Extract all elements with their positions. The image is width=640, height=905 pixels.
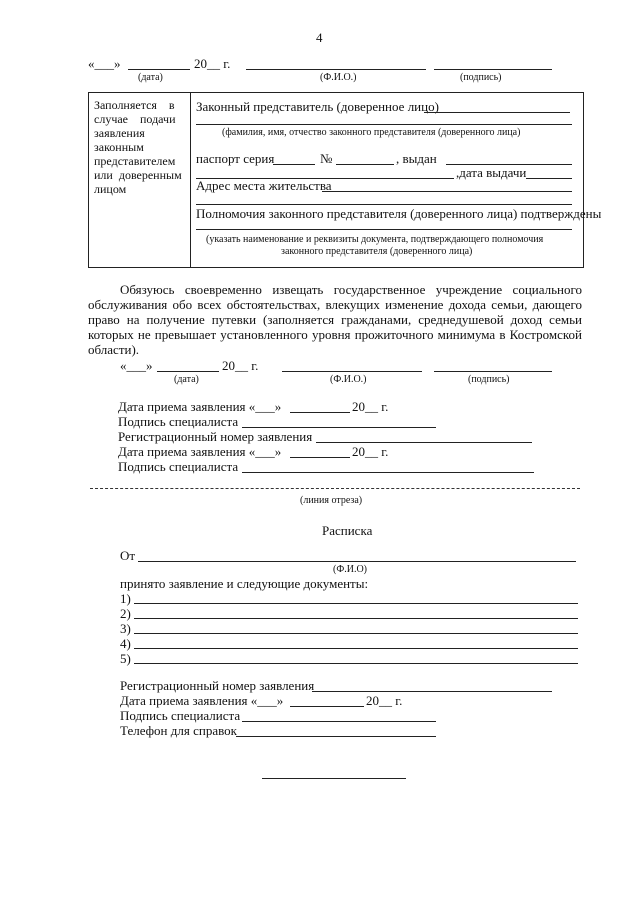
fio-caption: (Ф.И.О.)	[330, 374, 367, 385]
fio-line	[246, 69, 426, 70]
receipt-accepted-label: принято заявление и следующие документы:	[120, 576, 369, 591]
receipt-sign-label: Подпись специалиста	[120, 708, 241, 723]
receive-date-line	[290, 412, 350, 413]
passport-number-label: №	[320, 151, 333, 166]
specialist-sign-label-2: Подпись специалиста	[118, 459, 239, 474]
address-line-2	[196, 204, 572, 205]
receipt-title: Расписка	[322, 523, 373, 538]
date-day: «___»	[88, 56, 121, 71]
address-line	[322, 191, 572, 192]
issued-label: , выдан	[396, 151, 437, 166]
receive-date-label-2: Дата приема заявления «___»	[118, 444, 282, 459]
left-line-1: Заполняется в	[94, 98, 175, 112]
page-number: 4	[316, 30, 323, 45]
powers-caption-1: (указать наименование и реквизиты документа, подтверждающего полномочия	[206, 234, 544, 245]
issue-date-label: ,дата выдачи	[456, 165, 527, 180]
fio-caption: (Ф.И.О.)	[320, 72, 357, 83]
date-year: 20__ г.	[222, 358, 259, 373]
receipt-item-5: 5)	[120, 651, 131, 666]
passport-series-line	[273, 164, 315, 165]
signature-line	[434, 69, 552, 70]
date-caption: (дата)	[174, 374, 199, 385]
receipt-sign-line	[242, 721, 436, 722]
signature-caption: (подпись)	[468, 374, 510, 385]
left-line-7: лицом	[94, 182, 127, 196]
left-line-2: случае подачи	[94, 112, 176, 126]
obligation-line-5: области).	[88, 342, 140, 357]
receive-date-year: 20__ г.	[352, 399, 389, 414]
specialist-sign-line	[242, 427, 436, 428]
issue-date-line	[526, 178, 572, 179]
left-line-6: или доверенным	[94, 168, 182, 182]
obligation-line-3: право на получение путевки (заполняется гражданами, среднедушевой доход семьи	[88, 312, 582, 327]
receive-date-line-2	[290, 457, 350, 458]
receipt-item-3: 3)	[120, 621, 131, 636]
receipt-item-line-1	[134, 603, 578, 604]
receipt-item-line-2	[134, 618, 578, 619]
date-day: «___»	[120, 358, 153, 373]
receipt-date-line	[290, 706, 364, 707]
rep-caption: (фамилия, имя, отчество законного представителя (доверенного лица)	[222, 127, 521, 138]
cut-line	[90, 488, 580, 489]
receipt-item-1: 1)	[120, 591, 131, 606]
rep-name-line-2	[196, 124, 572, 125]
table-divider	[190, 92, 191, 267]
obligation-line-2: обслуживания обо всех обстоятельствах, влекущих изменение дохода семьи, дающего	[88, 297, 582, 312]
signature-line	[434, 371, 552, 372]
passport-series-label: паспорт серия	[196, 151, 275, 166]
receipt-item-4: 4)	[120, 636, 131, 651]
receipt-phone-label: Телефон для справок	[120, 723, 237, 738]
regnum-label: Регистрационный номер заявления	[118, 429, 313, 444]
passport-number-line	[336, 164, 394, 165]
signature-caption: (подпись)	[460, 72, 502, 83]
receipt-item-2: 2)	[120, 606, 131, 621]
specialist-sign-label: Подпись специалиста	[118, 414, 239, 429]
fio-line	[282, 371, 422, 372]
closing-separator	[262, 778, 406, 779]
receipt-regnum-line	[312, 691, 552, 692]
address-label: Адрес места жительства	[196, 178, 332, 193]
powers-line	[196, 229, 572, 230]
rep-label: Законный представитель (доверенное лицо)	[196, 99, 439, 114]
receipt-regnum-label: Регистрационный номер заявления	[120, 678, 315, 693]
date-year: 20__ г.	[194, 56, 231, 71]
obligation-line-4: которых не превышает установленного уровня прожиточного минимума в Костромской	[88, 327, 582, 342]
cut-line-caption: (линия отреза)	[300, 495, 363, 506]
date-month-line	[128, 69, 190, 70]
left-line-5: представителем	[94, 154, 176, 168]
receipt-date-label: Дата приема заявления «___»	[120, 693, 284, 708]
receipt-item-line-5	[134, 663, 578, 664]
receipt-from-line	[138, 561, 576, 562]
receipt-item-line-3	[134, 633, 578, 634]
receipt-date-year: 20__ г.	[366, 693, 403, 708]
regnum-line	[316, 442, 532, 443]
left-line-4: законным	[94, 140, 144, 154]
receipt-phone-line	[236, 736, 436, 737]
receive-date-year-2: 20__ г.	[352, 444, 389, 459]
powers-caption-2: законного представителя (доверенного лица)	[281, 246, 473, 257]
date-month-line	[157, 371, 219, 372]
rep-name-line	[424, 112, 570, 113]
receipt-fio-caption: (Ф.И.О)	[333, 564, 368, 575]
obligation-line-1: Обязуюсь своевременно извещать государственное учреждение социального	[120, 282, 582, 297]
date-caption: (дата)	[138, 72, 163, 83]
left-line-3: заявления	[94, 126, 145, 140]
receipt-from-label: От	[120, 548, 136, 563]
receipt-item-line-4	[134, 648, 578, 649]
receive-date-label: Дата приема заявления «___»	[118, 399, 282, 414]
specialist-sign-line-2	[242, 472, 534, 473]
powers-label: Полномочия законного представителя (доверенного лица) подтверждены	[196, 206, 602, 221]
